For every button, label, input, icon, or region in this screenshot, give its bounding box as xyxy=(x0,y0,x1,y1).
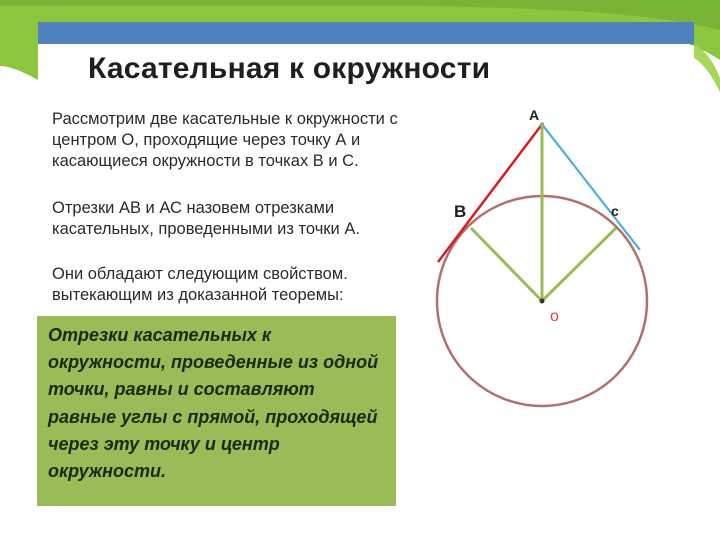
theorem-text: Отрезки касательных к окружности, проведенные из одной точки, равны и составляют равные углы с прямой, проходящей через эту точку и центр окружности. xyxy=(48,325,379,482)
tangent-line-ac xyxy=(541,123,640,250)
label-point-o: о xyxy=(550,308,559,325)
paragraph-property-intro: Они обладают следующим свойством. вытекающим из доказанной теоремы: xyxy=(52,265,348,304)
theorem-box xyxy=(37,316,396,506)
tangent-line-ab xyxy=(438,123,543,262)
paragraph-consider-tangents: Рассмотрим две касательные к окружности с центром О, проходящие через точку А и касающиеся окружности в точках В и С. xyxy=(52,110,398,170)
segment-oc xyxy=(542,228,616,301)
paragraph-tangent-segments: Отрезки АВ и АС назовем отрезками касательных, проведенными из точки А. xyxy=(52,199,360,238)
label-point-b: В xyxy=(454,202,467,221)
label-point-c: с xyxy=(611,203,619,219)
label-point-a: А xyxy=(529,107,540,123)
segment-ob xyxy=(471,228,542,301)
tangent-diagram xyxy=(420,95,680,420)
slide-title: Касательная к окружности xyxy=(88,52,491,85)
center-point xyxy=(540,299,545,304)
title-accent-bar xyxy=(38,22,694,44)
